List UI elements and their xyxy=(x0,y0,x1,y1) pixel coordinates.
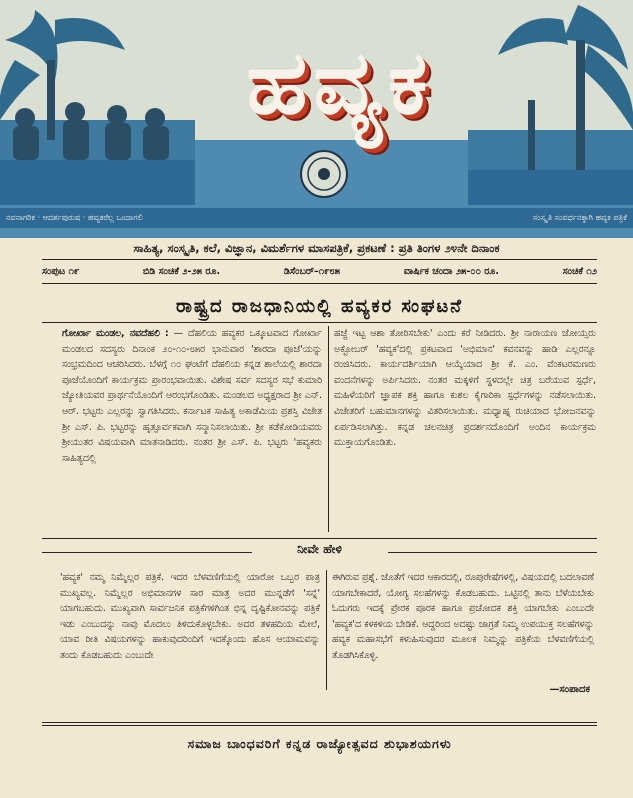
editorial-column-left xyxy=(60,570,320,710)
masthead-title-wrap xyxy=(150,18,530,148)
article-headline: ರಾಷ್ಟ್ರದ ರಾಜಧಾನಿಯಲ್ಲಿ ಹವ್ಯಕರ ಸಂಘಟನೆ xyxy=(176,296,463,317)
volume-label: ಸಂಪುಟ ೧೯ xyxy=(42,265,80,277)
issue-number: ಸಂಚಿಕೆ ೧೨ xyxy=(562,265,597,277)
article-dateline: ಗೋರ್ಖಾ ಮಂಡಲ, ನವದೆಹಲಿ : xyxy=(62,328,169,339)
divider-rule xyxy=(42,259,597,260)
masthead xyxy=(0,0,633,238)
article-body-right: ಹಜ್ಜೆ ಇಟ್ಟ ಆಶಾ ತೋರಿಸಬೇಕು' ಎಂದು ಕರೆ ನೀಡಿದರು. ಶ್ರೀ ನಾರಾಯಣ ಜೋಯ್ಸರು ಅಕ್ಟೋಬರ್ 'ಹವ್ಯಕ'ದಲ್ಲಿ ಪ್ರಕಟವಾದ 'ಅಭಿಮಾನ' ಕವನವನ್ನು ಹಾಡಿ ಎಲ್ಲರನ್ನೂ ರಂಜಿಸಿದರು. ಕಾರ್ಯದರ್ಶಿಯಾಗಿ ಆಯ್ಕೆಯಾದ ಶ್ರೀ ಕೆ. ಎಂ. ವೆಂಕಟರಮಣರು ವಂದನೆಗಳನ್ನು ಅರ್ಪಿಸಿದರು. ನಂತರ ಮಕ್ಕಳಿಗೆ ಸ್ಥಳದಲ್ಲೇ ಚಿತ್ರ ಬರೆಯುವ ಸ್ಪರ್ಧೆ, ಮಹಿಳೆಯರಿಗೆ ಜ್ಞಾಪಕ ಶಕ್ತಿ ಹಾಗೂ ಕುಶಲ ಕೈಗಾರಿಕಾ ಸ್ಪರ್ಧೆಗಳನ್ನು ನಡೆಸಲಾಯಿತು. ವಿಜೇತರಿಗೆ ಬಹುಮಾನಗಳನ್ನು ವಿತರಿಸಲಾಯಿತು. ಮಧ್ಯಾಹ್ನ ರುಚಿಯಾದ ಭೋಜನವನ್ನು ಏರ್ಪಡಿಸಲಾಗಿತ್ತು. ಕನ್ನಡ ಚಲನಚಿತ್ರ ಪ್ರದರ್ಶನದೊಂದಿಗೆ ಅಂದಿನ ಕಾರ್ಯಕ್ರಮ ಮುಕ್ತಾಯಗೊಂಡಿತು. xyxy=(334,328,596,449)
heading-rule-right xyxy=(388,552,597,553)
article-column-right xyxy=(334,326,596,536)
masthead-tagline-bar xyxy=(0,208,633,228)
column-divider xyxy=(328,326,329,532)
divider-rule xyxy=(42,725,597,726)
editorial-heading-text: ನೀವೇ ಹೇಳಿ xyxy=(289,542,350,556)
single-copy-price: ಬಿಡಿ ಸಂಚಿಕೆ ೨-೨೫ ರೂ. xyxy=(142,265,221,277)
divider-rule xyxy=(42,283,597,284)
issue-date: ಡಿಸೆಂಬರ್–೧೯೮೫ xyxy=(283,265,341,277)
tagline-left: ನವನಾಗರಿಕ · ಆದರ್ಶಪುರುಷ · ಹವ್ಯಕರೆಲ್ಲ ಒಂದಾಗಲಿ xyxy=(6,213,143,222)
divider-rule xyxy=(42,538,597,539)
issue-info-bar xyxy=(42,262,597,280)
divider-rule xyxy=(42,722,597,723)
article-body-left: — ದೆಹಲಿಯ ಹವ್ಯಕರ ಒಕ್ಕೂಟವಾದ ಗೋರ್ಖಾ ಮಂಡಲದ ಸದಸ್ಯರು ದಿನಾಂಕ ೨೦-೧೦-೮೫ರ ಭಾನುವಾರ 'ಶಾರದಾ ಪೂಜೆ'ಯನ್ನು ಸಂಭ್ರಮದಿಂದ ಆಚರಿಸಿದರು. ಬೆಳಗ್ಗೆ ೧೦ ಘಂಟೆಗೆ ದೆಹಲಿಯ ಕನ್ನಡ ಶಾಲೆಯಲ್ಲಿ ಶಾರದಾ ಪೂಜೆಯೊಂದಿಗೆ ಕಾರ್ಯಕ್ರಮ ಪ್ರಾರಂಭವಾಯಿತು. ವಿಶೇಷ ಸರ್ವ ಸದಸ್ಯರ ಸಭೆ ಕುಮಾರಿ ಜ್ಯೋತಿಯವರ ಪ್ರಾರ್ಥನೆಯೊಂದಿಗೆ ಆರಂಭಗೊಂಡಿತು. ಮಂಡಲದ ಅಧ್ಯಕ್ಷರಾದ ಶ್ರೀ ಎನ್. ಆರ್. ಭಟ್ಟರು ಎಲ್ಲರನ್ನು ಸ್ವಾಗತಿಸಿದರು. ಕರ್ನಾಟಕ ಸಾಹಿತ್ಯ ಅಕಾಡೆಮಿಯ ಪ್ರಶಸ್ತಿ ವಿಜೇತ ಶ್ರೀ ಎಸ್. ಪಿ. ಭಟ್ಟರನ್ನು ಹೃತ್ಪೂರ್ವಕವಾಗಿ ಸನ್ಮಾನಿಸಲಾಯಿತು. ಶ್ರೀ ಕಡೆಕೋಡಿಯವರು ಶ್ರೀಯುತರ ವಿಷಯವಾಗಿ ಮಾತನಾಡಿದರು. ನಂತರ ಶ್ರೀ ಎಸ್. ಪಿ. ಭಟ್ಟರು 'ಹವ್ಯಕರು ಸಾಹಿತ್ಯದಲ್ಲಿ xyxy=(62,328,322,464)
editorial-body-right: ಈಗಿರುವ ಪ್ರಶ್ನೆ. ಜೊತೆಗೆ ಇದರ ಆಕಾರದಲ್ಲಿ, ರೂಪುರೇಷೆಗಳಲ್ಲಿ, ವಿಷಯದಲ್ಲಿ ಬದಲಾವಣೆ ಯಾಗಬೇಕಾದರೆ, ಯೋಗ್ಯ ಸಲಹೆಗಳನ್ನು ಕೊಡಬಹುದು. ಒಟ್ಟಿನಲ್ಲಿ ತಾನು ಬೆಳೆಯಬೇಕು ಓದುಗರು ಇದಕ್ಕೆ ಪ್ರೇರಕ ಪೂರಕ ಹಾಗೂ ಪ್ರಚೋದಕ ಶಕ್ತಿ ಯಾಗಬೇಕು ಎಂಬುದೇ 'ಹವ್ಯಕ'ದ ಕಳಕಳಿಯ ಬೇಡಿಕೆ. ಆದ್ದರಿಂದ ಅದಷ್ಟು ಜಾಗ್ರತೆ ನಿಮ್ಮ ಉಪಯುಕ್ತ ಸಲಹೆಗಳನ್ನು ಹವ್ಯಕ ಮಹಾಸಭೆಗೆ ಕಳುಹಿಸುವುದರ ಮೂಲಕ ನಿಮ್ಮನ್ನು ಪತ್ರಿಕೆಯ ಬೆಳವಣಿಗೆಯಲ್ಲಿ ತೊಡಗಿಸಿಕೊಳ್ಳಿ. xyxy=(332,572,594,661)
editorial-column-right xyxy=(332,570,594,690)
footer-greeting: ಸಮಾಜ ಬಾಂಧವರಿಗೆ ಕನ್ನಡ ರಾಜ್ಯೋತ್ಸವದ ಶುಭಾಶಯಗಳು xyxy=(187,736,452,751)
annual-subscription: ವಾರ್ಷಿಕ ಚಂದಾ ೨೫-೦೦ ರೂ. xyxy=(403,265,499,277)
seal-logo xyxy=(300,150,348,198)
masthead-title: ಹವ್ಯಕ xyxy=(246,31,434,134)
article-column-left xyxy=(62,326,322,536)
tagline-right: ಸಂಸ್ಕೃತಿ ಸಂವರ್ಧನಕ್ಕಾಗಿ ಹವ್ಯಕ ಪತ್ರಿಕೆ xyxy=(532,213,627,222)
publication-subline: ಸಾಹಿತ್ಯ, ಸಂಸ್ಕೃತಿ, ಕಲೆ, ವಿಜ್ಞಾನ, ವಿಮರ್ಶೆಗಳ ಮಾಸಪತ್ರಿಕೆ, ಪ್ರಕಟಣೆ : ಪ್ರತಿ ತಿಂಗಳ ೨೪ನೇ ದಿನಾಂಕ xyxy=(133,241,500,255)
editor-signature: —ಸಂಪಾದಕ xyxy=(549,684,590,695)
column-divider xyxy=(326,570,327,690)
editorial-body-left: 'ಹವ್ಯಕ' ನಮ್ಮ ನಿಮ್ಮೆಲ್ಲರ ಪತ್ರಿಕೆ. ಇದರ ಬೆಳವಣಿಗೆಯಲ್ಲಿ ಯಾರೋ ಒಬ್ಬರ ಪಾತ್ರ ಮುಖ್ಯವಲ್ಲ. ನಿಮ್ಮೆಲ್ಲರ ಅಭಿಮಾನಗಳ ಸಾರ ಮಾತ್ರ ಅದರ ಮುನ್ನಡೆಗೆ 'ಸನ್ನೆ' ಯಾಗಬಹುದು. ಮುಖ್ಯವಾಗಿ ಸಾರ್ವಜನಿಕ ಪತ್ರಿಕೆಗಳಿಗಿಂತ ಭಿನ್ನ ದೃಷ್ಟಿಕೋನವನ್ನು ಪತ್ರಿಕೆ ಇಡು ಎಂಬುದನ್ನು ನಾವು ಮೊದಲು ತಿಳಿದುಕೊಳ್ಳಬೇಕು. ಅದರ ತಳಹದಿಯ ಮೇಲೆ, ಯಾವ ರೀತಿ ವಿಷಯಗಳನ್ನು ಹಾಕುವುದರಿಂದಿಗೆ ಇದಕ್ಕೊಂದು ಹೊಸ ಆಯಾಮವನ್ನು ತಂದು ಕೊಡಬಹುದು ಎಂಬುದೇ xyxy=(60,572,320,661)
divider-rule xyxy=(42,322,597,323)
